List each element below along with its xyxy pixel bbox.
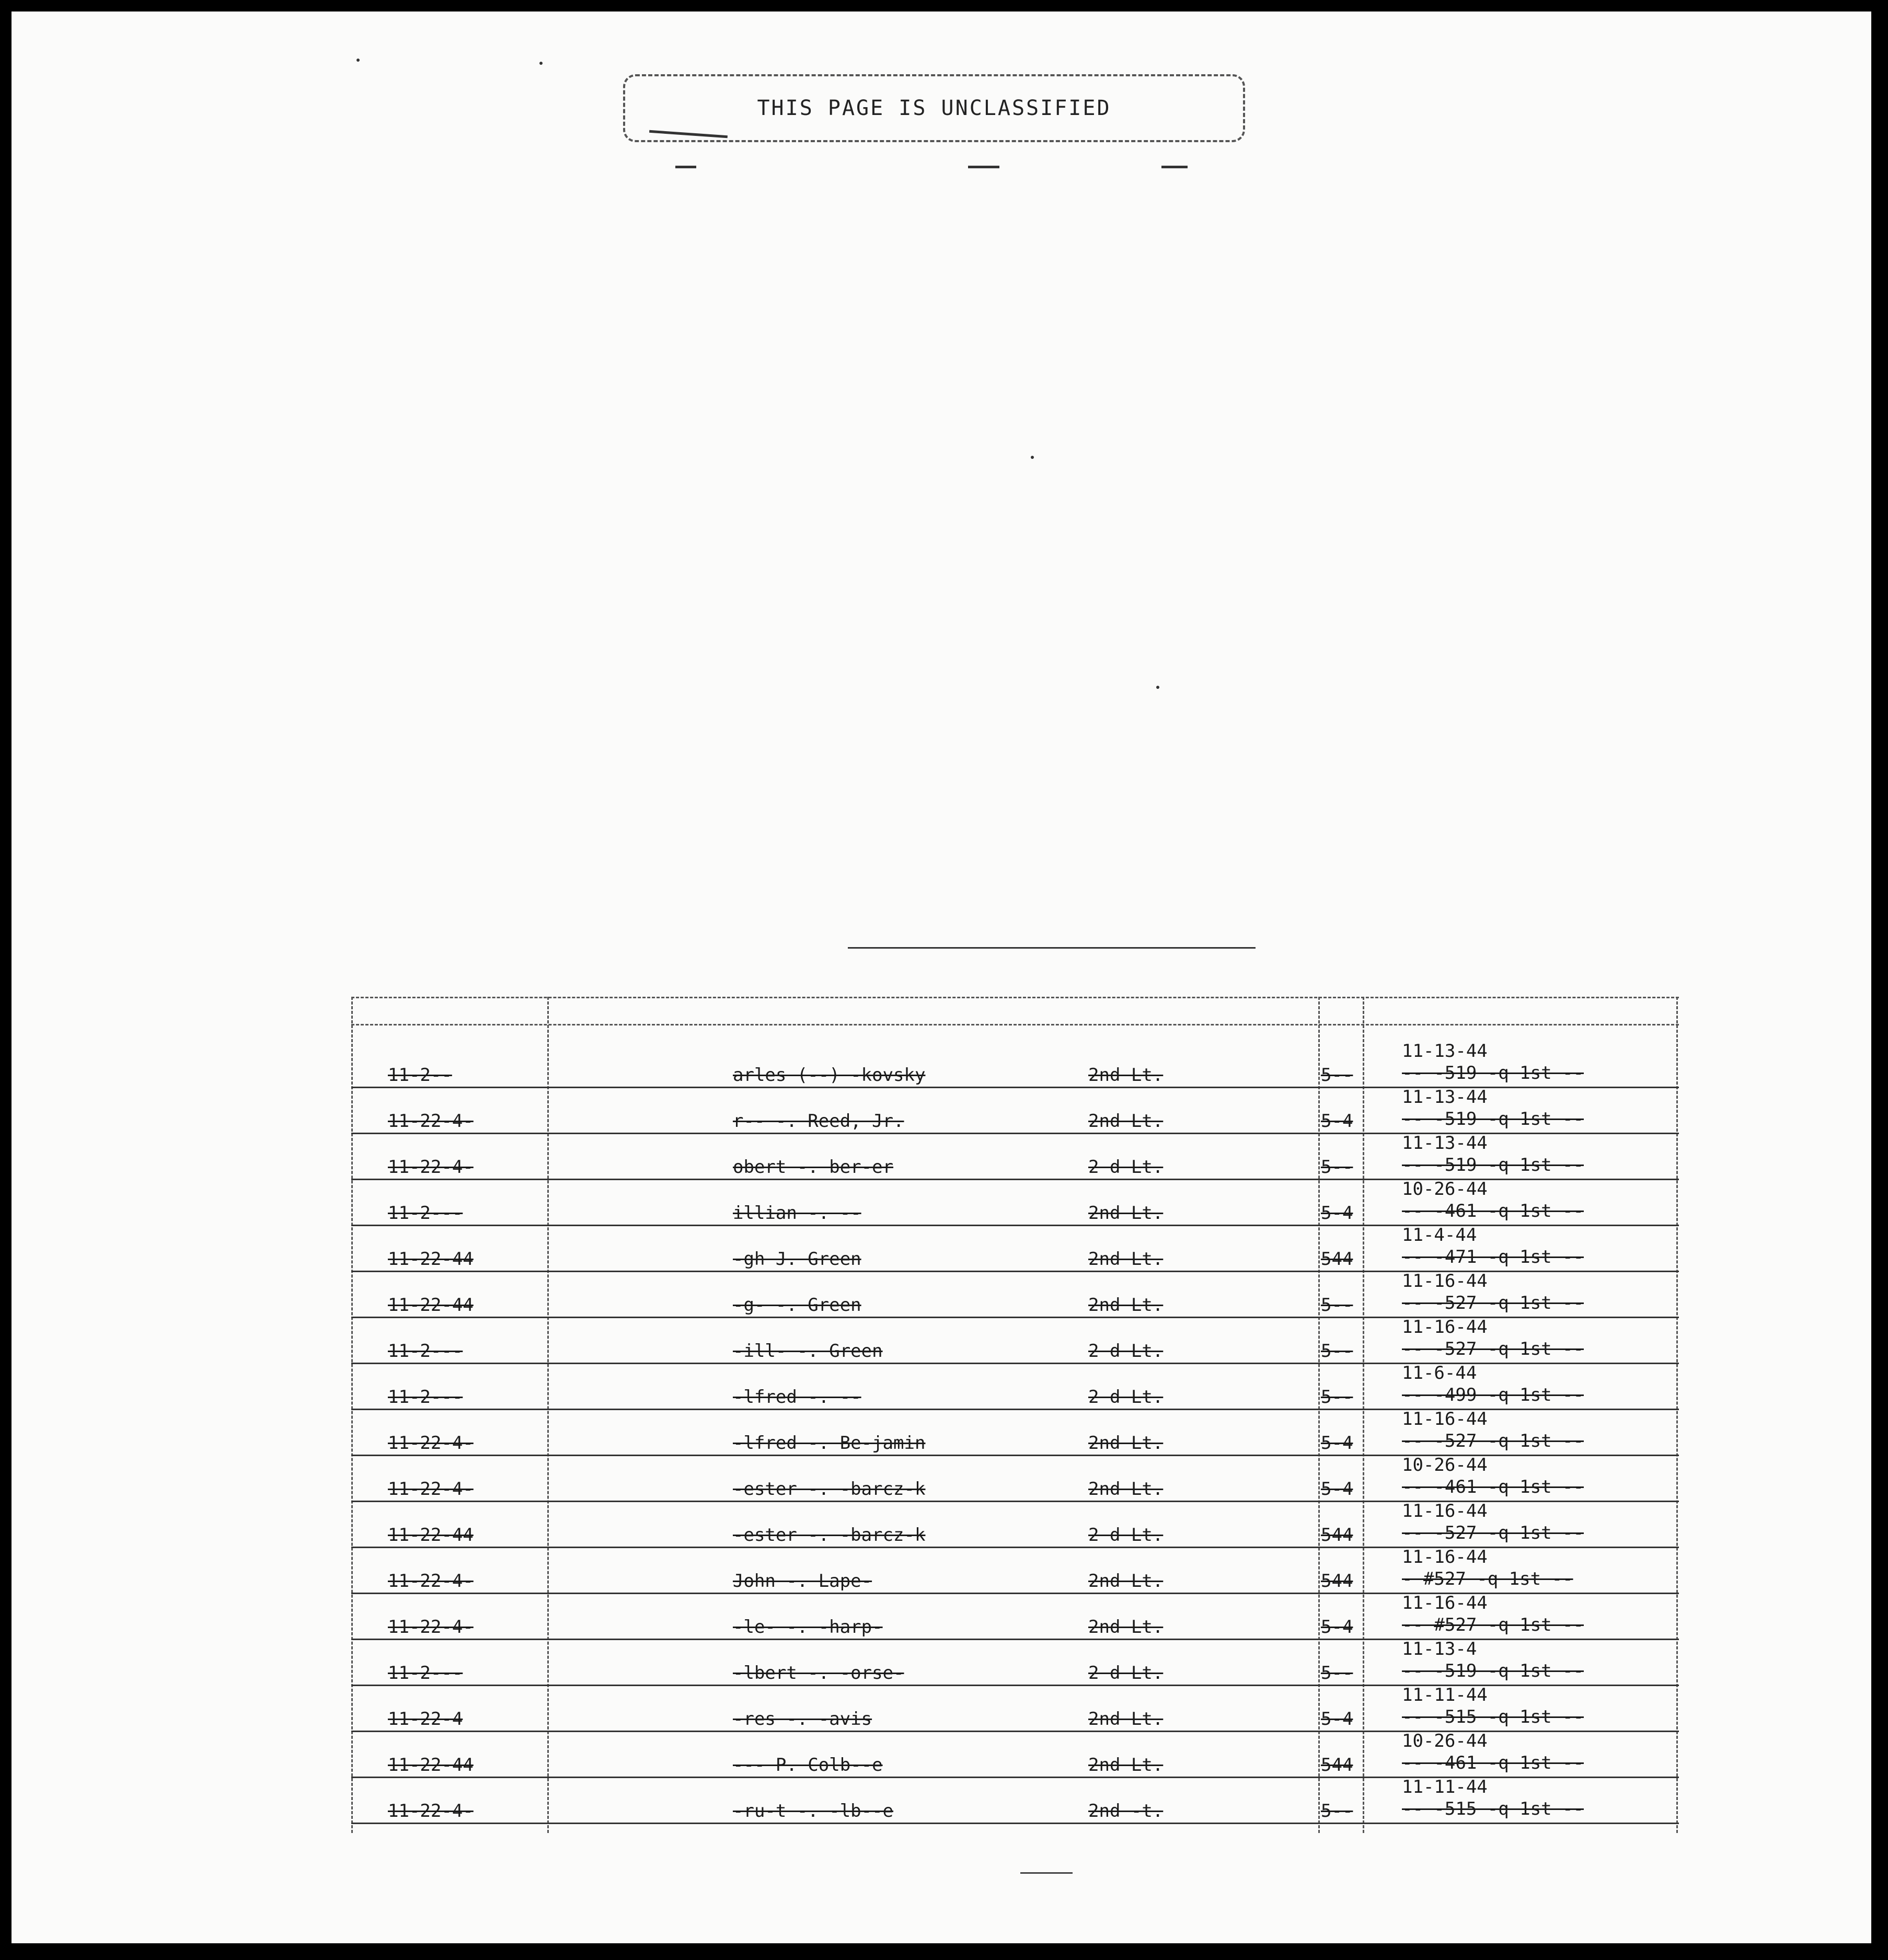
cell-order-date: 11-11-44: [1402, 1685, 1488, 1705]
cell-rank: 2nd Lt.: [1088, 1479, 1164, 1500]
cell-rank: 2 d Lt.: [1088, 1525, 1164, 1546]
column-divider: [1318, 997, 1320, 1833]
title-underline: [848, 947, 1256, 949]
cell-order: -- -461 -q 1st --: [1402, 1477, 1584, 1497]
cell-date: 11-22-44: [388, 1249, 474, 1270]
cell-date: 11-22-4-: [388, 1111, 474, 1132]
cell-name: -ill- -. Green: [733, 1341, 883, 1362]
cell-rank: 2nd Lt.: [1088, 1203, 1164, 1224]
cell-order: -- -499 -q 1st --: [1402, 1385, 1584, 1405]
cell-order-date: 11-13-4: [1402, 1639, 1477, 1659]
cell-num: 544: [1321, 1525, 1353, 1546]
cell-order: -- -471 -q 1st --: [1402, 1247, 1584, 1267]
classification-stamp: [623, 74, 1245, 142]
cell-num: 544: [1321, 1571, 1353, 1592]
cell-order-date: 11-16-44: [1402, 1271, 1488, 1292]
cell-order-date: 11-16-44: [1402, 1317, 1488, 1338]
scan-speck: [539, 62, 543, 65]
cell-name: -ester -. -barcz-k: [733, 1479, 926, 1500]
scan-mark: [675, 166, 696, 168]
document-page: [11, 11, 1871, 1943]
cell-name: -lfred -. Be-jamin: [733, 1433, 926, 1454]
cell-order-date: 11-6-44: [1402, 1363, 1477, 1383]
cell-order: -- -527 -q 1st --: [1402, 1293, 1584, 1313]
cell-date: 11-22-44: [388, 1525, 474, 1546]
column-divider: [547, 997, 549, 1833]
cell-order-date: 11-13-44: [1402, 1133, 1488, 1154]
cell-order-date: 10-26-44: [1402, 1731, 1488, 1751]
cell-date: 11-22-4-: [388, 1571, 474, 1592]
cell-num: 5-4: [1321, 1433, 1353, 1454]
cell-num: 5--: [1321, 1387, 1353, 1408]
cell-order-date: 11-16-44: [1402, 1593, 1488, 1613]
cell-num: 5--: [1321, 1341, 1353, 1362]
cell-order-date: 10-26-44: [1402, 1455, 1488, 1475]
cell-num: 5--: [1321, 1065, 1353, 1086]
cell-rank: 2nd Lt.: [1088, 1433, 1164, 1454]
cell-rank: 2nd Lt.: [1088, 1571, 1164, 1592]
cell-num: 5-4: [1321, 1709, 1353, 1730]
cell-order: -- -519 -q 1st --: [1402, 1155, 1584, 1175]
cell-order-date: 11-16-44: [1402, 1547, 1488, 1567]
cell-order: -- -527 -q 1st --: [1402, 1431, 1584, 1451]
cell-num: 5-4: [1321, 1479, 1353, 1500]
cell-order-date: 10-26-44: [1402, 1179, 1488, 1200]
cell-num: 5-4: [1321, 1111, 1353, 1132]
cell-date: 11-22-4-: [388, 1801, 474, 1821]
cell-order: -- #527 -q 1st --: [1402, 1615, 1584, 1635]
cell-order-date: 11-11-44: [1402, 1777, 1488, 1797]
cell-name: obert -. ber-er: [733, 1157, 894, 1178]
cell-order: -- -515 -q 1st --: [1402, 1707, 1584, 1727]
cell-order: -- -527 -q 1st --: [1402, 1523, 1584, 1543]
cell-order: -- -515 -q 1st --: [1402, 1798, 1584, 1819]
cell-rank: 2nd Lt.: [1088, 1065, 1164, 1086]
table-top-border: [351, 997, 1679, 998]
cell-order: - #527 -q 1st --: [1402, 1569, 1573, 1589]
cell-num: 5--: [1321, 1295, 1353, 1316]
row-divider: [351, 1639, 1679, 1640]
cell-name: -g- -. Green: [733, 1295, 861, 1316]
cell-date: 11-2--: [388, 1065, 452, 1086]
cell-num: 5--: [1321, 1663, 1353, 1684]
cell-rank: 2 d Lt.: [1088, 1157, 1164, 1178]
cell-order-date: 11-4-44: [1402, 1225, 1477, 1246]
cell-date: 11-2---: [388, 1341, 463, 1362]
cell-order: -- -519 -q 1st --: [1402, 1109, 1584, 1129]
roster-table: [351, 997, 1679, 1833]
cell-date: 11-2---: [388, 1203, 463, 1224]
cell-rank: 2nd Lt.: [1088, 1295, 1164, 1316]
cell-order: -- -527 -q 1st --: [1402, 1339, 1584, 1359]
cell-rank: 2 d Lt.: [1088, 1387, 1164, 1408]
cell-order-date: 11-13-44: [1402, 1041, 1488, 1062]
table-header-border: [351, 1024, 1679, 1025]
cell-order-date: 11-16-44: [1402, 1501, 1488, 1521]
scan-mark: [1161, 166, 1188, 168]
cell-rank: 2nd -t.: [1088, 1801, 1164, 1821]
cell-order: -- -461 -q 1st --: [1402, 1753, 1584, 1773]
scan-mark: [968, 166, 999, 168]
cell-rank: 2nd Lt.: [1088, 1249, 1164, 1270]
column-divider: [1363, 997, 1364, 1833]
column-divider: [1676, 997, 1678, 1833]
cell-name: --- P. Colb--e: [733, 1755, 883, 1775]
cell-num: 5-4: [1321, 1203, 1353, 1224]
scan-speck: [1031, 456, 1034, 459]
row-divider: [351, 1363, 1679, 1364]
cell-date: 11-22-4: [388, 1709, 463, 1730]
cell-date: 11-22-4-: [388, 1617, 474, 1638]
cell-date: 11-22-44: [388, 1295, 474, 1316]
cell-order-date: 11-13-44: [1402, 1087, 1488, 1108]
row-divider: [351, 1823, 1679, 1824]
cell-name: illian -. --: [733, 1203, 861, 1224]
footer-line: [1020, 1872, 1073, 1874]
row-divider: [351, 1225, 1679, 1226]
scan-speck: [356, 59, 360, 62]
cell-num: 544: [1321, 1249, 1353, 1270]
cell-rank: 2nd Lt.: [1088, 1755, 1164, 1775]
cell-name: r-- -. Reed, Jr.: [733, 1111, 904, 1132]
cell-name: -lbert -. -orse-: [733, 1663, 904, 1684]
cell-date: 11-22-44: [388, 1755, 474, 1775]
scan-speck: [1156, 686, 1159, 689]
cell-name: -res -. -avis: [733, 1709, 872, 1730]
cell-order: -- -519 -q 1st --: [1402, 1661, 1584, 1681]
cell-date: 11-2---: [388, 1663, 463, 1684]
cell-order-date: 11-16-44: [1402, 1409, 1488, 1429]
cell-num: 5--: [1321, 1801, 1353, 1821]
cell-num: 5--: [1321, 1157, 1353, 1178]
cell-num: 544: [1321, 1755, 1353, 1775]
cell-name: -gh J. Green: [733, 1249, 861, 1270]
cell-date: 11-22-4-: [388, 1433, 474, 1454]
cell-name: -lfred -. --: [733, 1387, 861, 1408]
cell-date: 11-22-4-: [388, 1157, 474, 1178]
cell-rank: 2 d Lt.: [1088, 1341, 1164, 1362]
cell-name: arles (--) -kovsky: [733, 1065, 926, 1086]
cell-order: -- -461 -q 1st --: [1402, 1201, 1584, 1221]
cell-name: -ester -. -barcz-k: [733, 1525, 926, 1546]
cell-rank: 2nd Lt.: [1088, 1617, 1164, 1638]
cell-name: -ru-t -. -lb--e: [733, 1801, 894, 1821]
cell-name: -le- -. -harp-: [733, 1617, 883, 1638]
cell-num: 5-4: [1321, 1617, 1353, 1638]
cell-rank: 2 d Lt.: [1088, 1663, 1164, 1684]
classification-text: THIS PAGE IS UNCLASSIFIED: [757, 96, 1111, 120]
cell-rank: 2nd Lt.: [1088, 1709, 1164, 1730]
cell-date: 11-2---: [388, 1387, 463, 1408]
cell-name: John -. Lape-: [733, 1571, 872, 1592]
column-divider: [351, 997, 353, 1833]
cell-date: 11-22-4-: [388, 1479, 474, 1500]
cell-order: -- -519 -q 1st --: [1402, 1063, 1584, 1083]
cell-rank: 2nd Lt.: [1088, 1111, 1164, 1132]
